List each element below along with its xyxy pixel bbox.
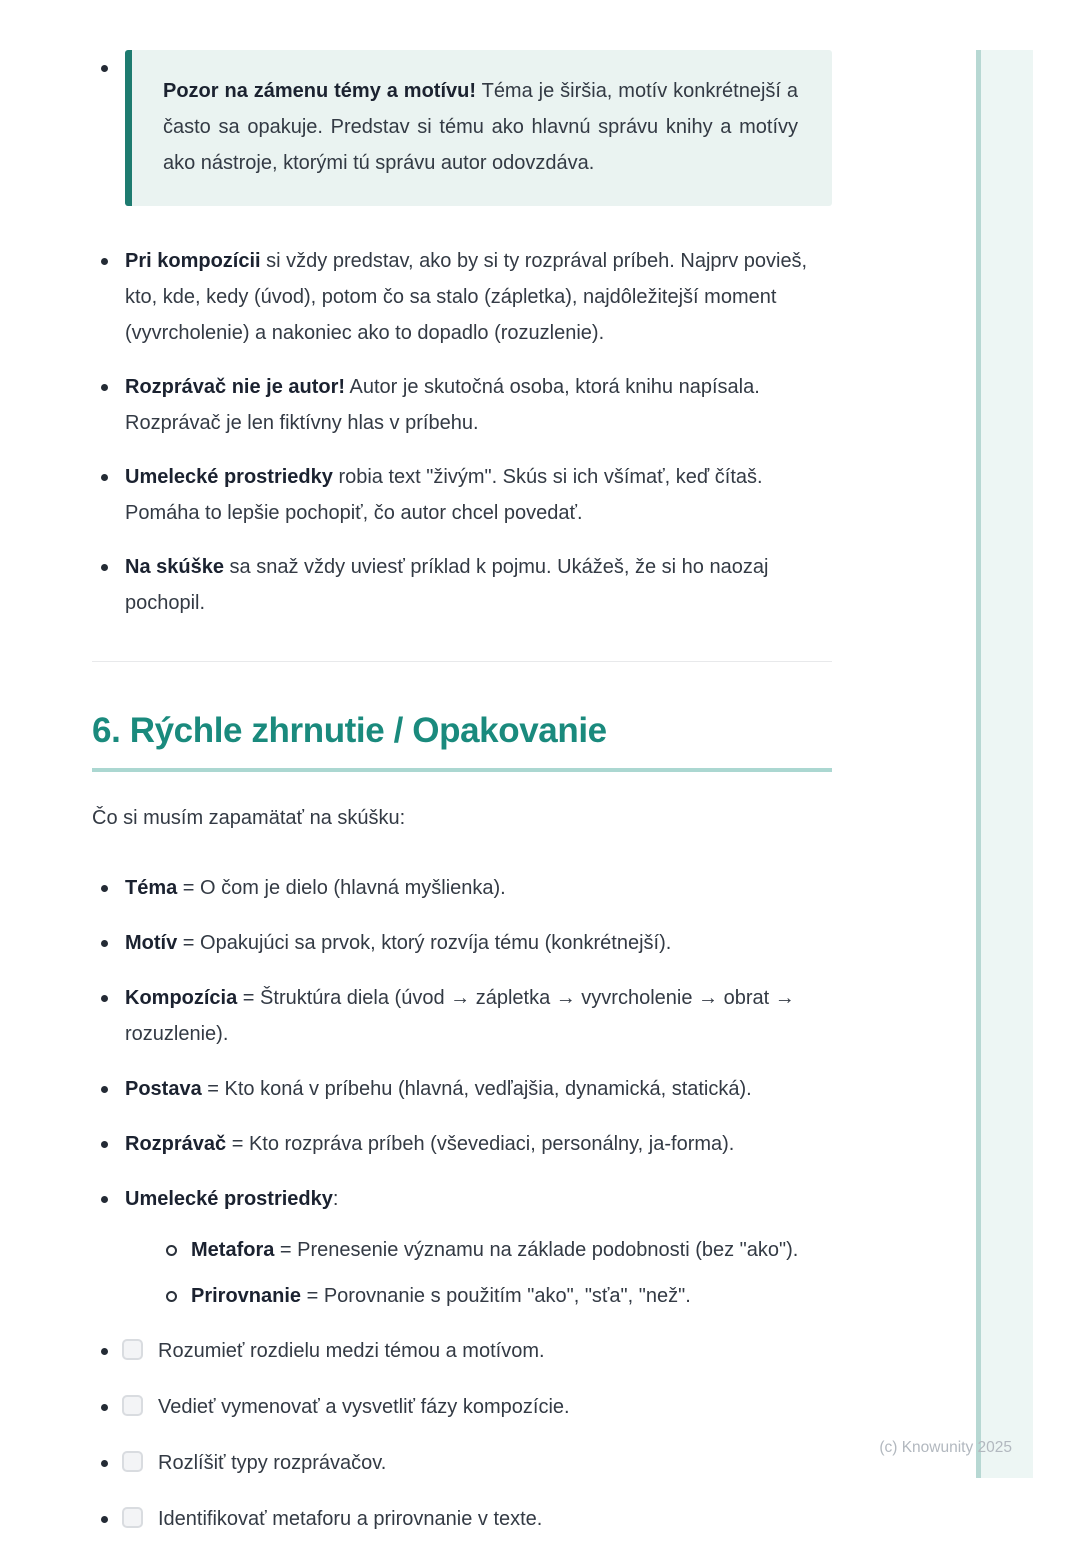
definition: = Kto koná v príbehu (hlavná, vedľajšia, dynamická, statická).	[201, 1078, 752, 1100]
tip-bold-lead: Pri kompozícii	[125, 250, 261, 272]
definition: = Porovnanie s použitím "ako", "sťa", "než".	[301, 1285, 691, 1307]
tip-bold-lead: Rozprávač nie je autor!	[125, 376, 346, 398]
section-heading: 6. Rýchle zhrnutie / Opakovanie	[92, 711, 607, 750]
checklist-label: Rozumieť rozdielu medzi témou a motívom.	[158, 1340, 545, 1362]
definition: = Prenesenie významu na základe podobnosti (bez "ako").	[274, 1239, 799, 1261]
tips-list	[92, 243, 832, 621]
term: Téma	[125, 877, 178, 899]
definition: = Kto rozpráva príbeh (vševediaci, personálny, ja-forma).	[226, 1133, 735, 1155]
section-intro: Čo si musím zapamätať na skúšku:	[92, 807, 406, 829]
tip-item	[92, 459, 832, 531]
term: Motív	[125, 932, 178, 954]
definition: = O čom je dielo (hlavná myšlienka).	[177, 877, 506, 899]
summary-item	[92, 1181, 832, 1314]
summary-item	[92, 980, 832, 1052]
sub-summary-item	[158, 1278, 832, 1314]
page-content	[92, 50, 832, 1557]
sub-summary-item	[158, 1232, 832, 1268]
checkbox-unchecked[interactable]	[122, 1451, 143, 1472]
checklist-label: Rozlíšiť typy rozprávačov.	[158, 1452, 387, 1474]
callout-note	[125, 50, 832, 206]
tip-bold-lead: Umelecké prostriedky	[125, 466, 333, 488]
definition: = Štruktúra diela (úvod → zápletka → vyvrcholenie → obrat → rozuzlenie).	[125, 987, 795, 1045]
checkbox-unchecked[interactable]	[122, 1395, 143, 1416]
exam-checklist	[92, 1333, 832, 1537]
summary-item	[92, 1126, 832, 1162]
summary-item	[92, 870, 832, 906]
checklist-item	[92, 1389, 832, 1425]
callout-body: Téma je širšia, motív konkrétnejší a často sa opakuje. Predstav si tému ako hlavnú správu knihy a motívy ako nástroje, ktorými tú správu autor odovzdáva.	[163, 80, 799, 174]
tip-item	[92, 549, 832, 621]
tip-text: robia text "živým". Skús si ich všímať, keď čítaš. Pomáha to lepšie pochopiť, čo autor chcel povedať.	[125, 466, 763, 524]
tip-item	[92, 369, 832, 441]
tip-bold-lead: Na skúške	[125, 556, 224, 578]
tip-text: Autor je skutočná osoba, ktorá knihu napísala. Rozprávač je len fiktívny hlas v príbehu.	[125, 376, 760, 434]
watermark: (c) Knowunity 2025	[879, 1439, 1012, 1456]
heading-underline	[92, 768, 832, 772]
summary-item	[92, 925, 832, 961]
callout-item	[92, 50, 832, 206]
right-rail	[976, 50, 1033, 1478]
term: Kompozícia	[125, 987, 238, 1009]
tip-item	[92, 243, 832, 351]
tip-text: sa snaž vždy uviesť príklad k pojmu. Ukážeš, že si ho naozaj pochopil.	[125, 556, 769, 614]
term: Umelecké prostriedky	[125, 1188, 333, 1210]
tip-text: si vždy predstav, ako by si ty rozprával príbeh. Najprv povieš, kto, kde, kedy (úvod), potom čo sa stalo (zápletka), najdôležitejší moment (vyvrcholenie) a nakoniec ako to dopadlo (rozuzlenie).	[125, 250, 808, 344]
checklist-label: Vedieť vymenovať a vysvetliť fázy kompozície.	[158, 1396, 570, 1418]
term: Rozprávač	[125, 1133, 227, 1155]
summary-list	[92, 870, 832, 1314]
term: Postava	[125, 1078, 202, 1100]
checklist-label: Identifikovať metaforu a prirovnanie v texte.	[158, 1508, 543, 1530]
checklist-item	[92, 1445, 832, 1481]
checkbox-unchecked[interactable]	[122, 1507, 143, 1528]
checklist-item	[92, 1333, 832, 1369]
callout-bold-lead: Pozor na zámenu témy a motívu!	[163, 80, 477, 102]
term: Prirovnanie	[191, 1285, 302, 1307]
sub-summary-list	[158, 1232, 832, 1314]
checklist-item	[92, 1501, 832, 1537]
definition: = Opakujúci sa prvok, ktorý rozvíja tému (konkrétnejší).	[177, 932, 672, 954]
section-divider	[92, 661, 832, 662]
callout-text	[163, 73, 798, 181]
definition: :	[332, 1188, 339, 1210]
term: Metafora	[191, 1239, 275, 1261]
checkbox-unchecked[interactable]	[122, 1339, 143, 1360]
summary-item	[92, 1071, 832, 1107]
